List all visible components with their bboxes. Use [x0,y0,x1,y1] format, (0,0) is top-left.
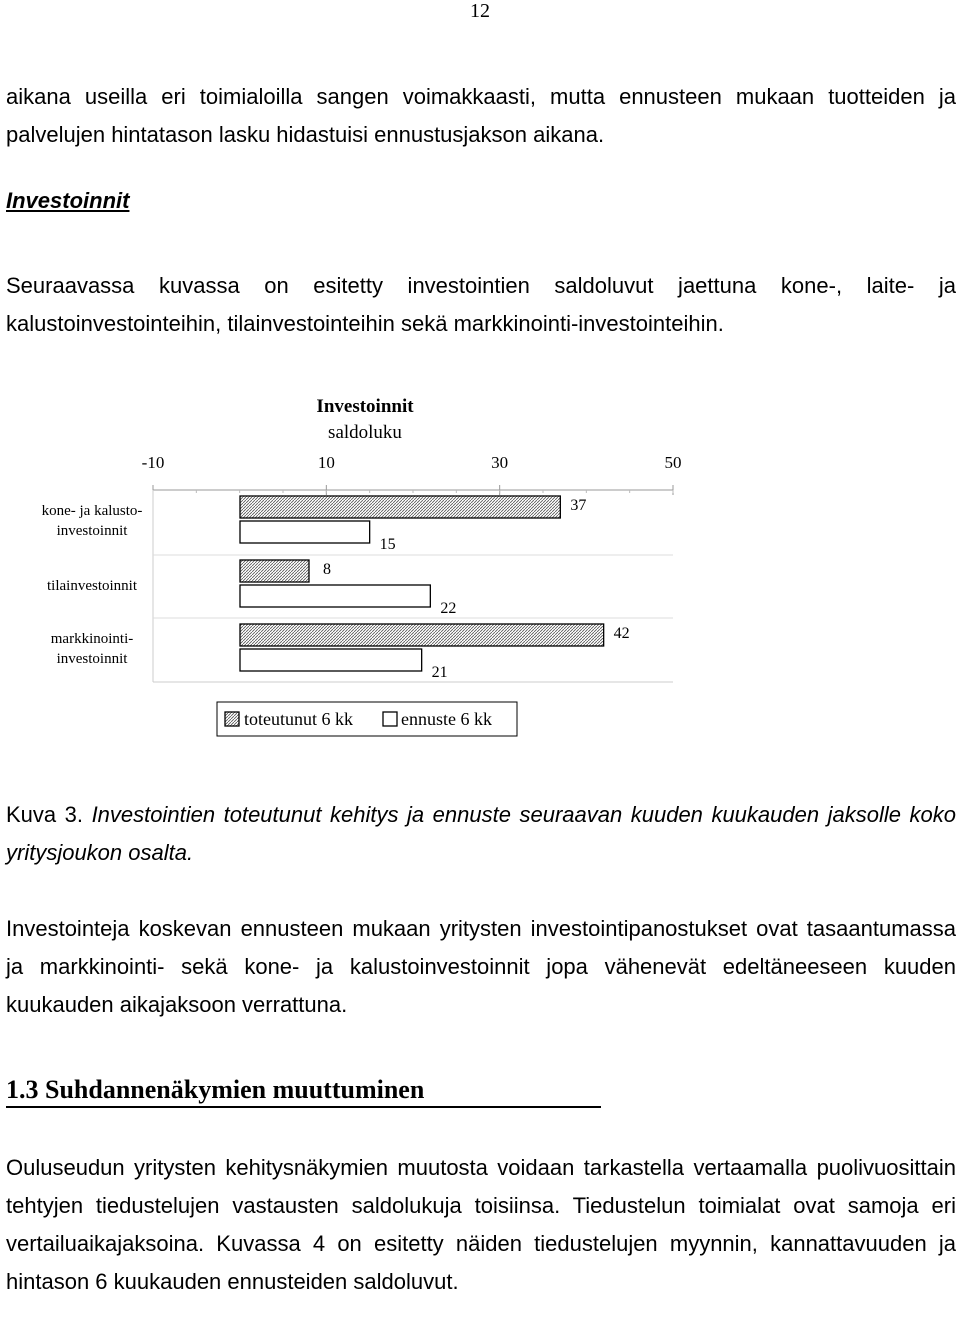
page-number: 12 [470,0,490,22]
figure-caption [6,796,956,872]
legend [217,702,517,736]
category-label-line1: kone- ja kalusto- [41,503,143,519]
paragraph-after-figure: Investointeja koskevan ennusteen mukaan yritysten investointipanostukset ovat tasaantumassa ja markkinointi- sekä kone- ja kalustoinvestoinnit jopa vähenevät edeltäneeseen kuuden kuukauden aikajaksoon verrattuna. [6,916,956,1017]
closing-paragraph: Ouluseudun yritysten kehitysnäkymien muutosta voidaan tarkastella vertaamalla puolivuosittain tehtyjen tiedustelujen vastausten saldolukuja toisiinsa. Tiedustelun toimialat ovat samoja eri vertailuaikajaksoina. Kuvassa 4 on esitetty näiden tiedustelujen myynnin, kannattavuuden ja hintason 6 kuukauden ennusteiden saldoluvut. [6,1155,956,1294]
chart-title: Investoinnit [316,396,414,417]
bar-actual [240,560,309,582]
investment-chart [0,380,960,760]
category-label-line1: markkinointi- [50,631,134,647]
data-label-actual: 37 [570,497,587,514]
figure-caption-label: Kuva 3. [6,802,84,827]
x-tick-label: 30 [491,453,509,472]
legend-label-forecast: ennuste 6 kk [401,709,492,729]
section-intro-paragraph: Seuraavassa kuvassa on esitetty investointien saldoluvut jaettuna kone-, laite- ja kalustoinvestointeihin, tilainvestointeihin sekä markkinointi-investointeihin. [6,273,956,336]
chart-subtitle: saldoluku [328,422,402,443]
category-label-line2: investoinnit [56,523,128,539]
section-heading-investoinnit: Investoinnit [6,188,130,213]
category-labels [42,503,143,667]
data-label-forecast: 22 [440,600,457,617]
category-label-line2: investoinnit [56,651,128,667]
x-axis [142,453,682,495]
data-label-actual: 42 [613,625,630,642]
subsection-heading: 1.3 Suhdannenäkymien muuttuminen [6,1070,601,1108]
category-label-line1: tilainvestoinnit [47,578,137,594]
data-label-forecast: 15 [379,536,396,553]
x-tick-label: 10 [317,453,335,472]
plot-area [153,490,673,682]
bar-forecast [240,649,422,671]
legend-swatch-actual [225,712,239,726]
legend-label-actual: toteutunut 6 kk [244,709,353,729]
bar-forecast [240,521,370,543]
bar-actual [240,624,604,646]
x-tick-label: 50 [664,453,682,472]
data-label-actual: 8 [323,561,331,578]
x-tick-label: -10 [141,453,165,472]
bar-forecast [240,585,430,607]
figure-caption-text: Investointien toteutunut kehitys ja ennuste seuraavan kuuden kuukauden jaksolle koko yritysjoukon osalta. [6,802,956,865]
data-label-forecast: 21 [431,664,448,681]
legend-swatch-forecast [383,712,397,726]
bar-actual [240,496,560,518]
intro-paragraph: aikana useilla eri toimialoilla sangen voimakkaasti, mutta ennusteen mukaan tuotteiden ja palvelujen hintatason lasku hidastuisi ennustusjakson aikana. [6,84,956,147]
